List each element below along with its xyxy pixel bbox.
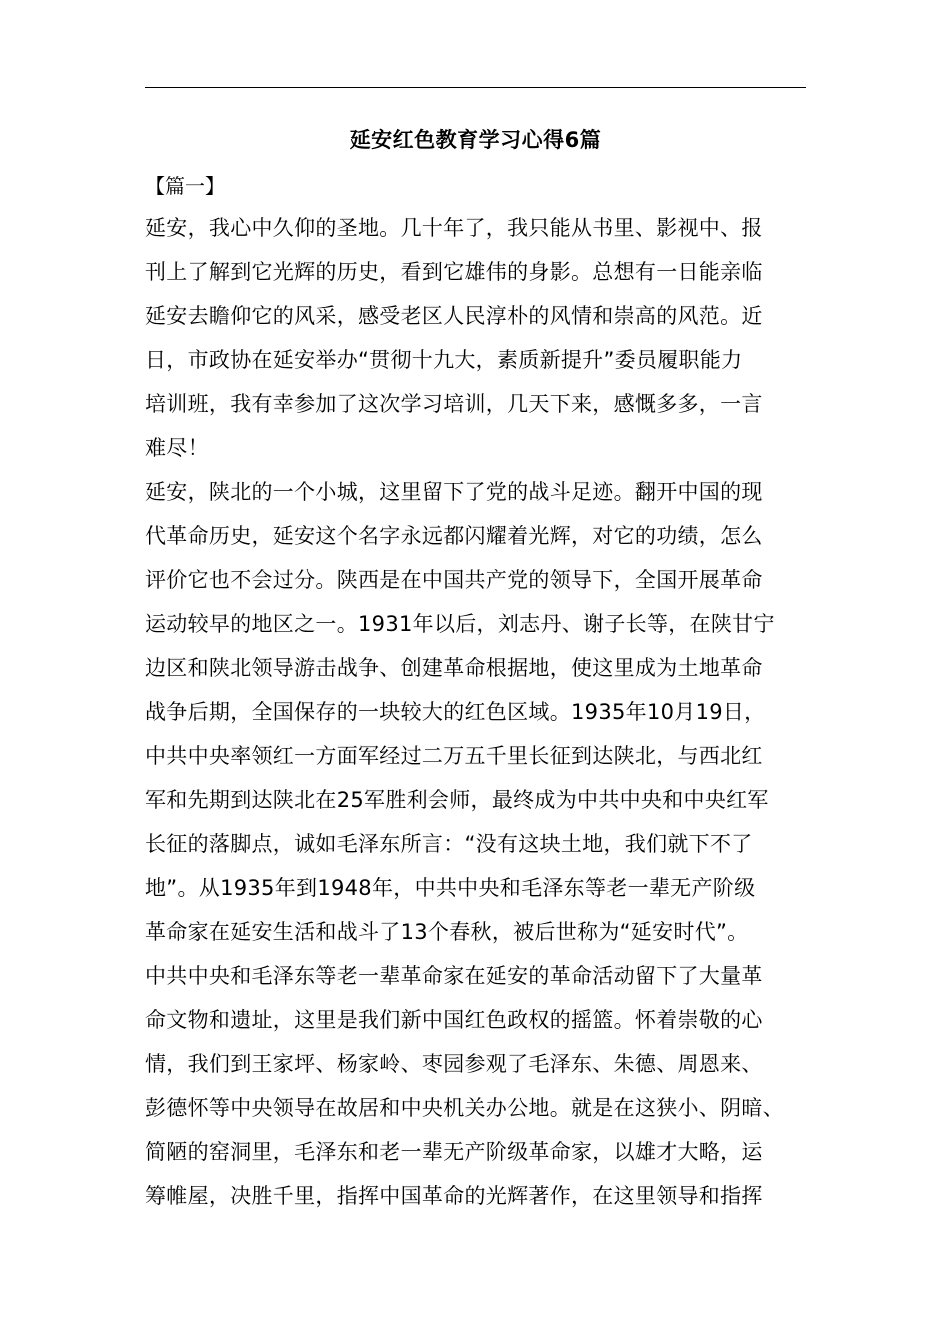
header-rule bbox=[145, 87, 806, 88]
text-line: 延安，我心中久仰的圣地。几十年了，我只能从书里、影视中、报 bbox=[145, 216, 763, 240]
text-line: 地”。从1935年到1948年，中共中央和毛泽东等老一辈无产阶级 bbox=[145, 876, 756, 900]
text-line: 命文物和遗址，这里是我们新中国红色政权的摇篮。怀着崇敬的心 bbox=[145, 1008, 763, 1032]
text-line: 培训班，我有幸参加了这次学习培训，几天下来，感慨多多，一言 bbox=[145, 392, 763, 416]
text-line: 延安，陕北的一个小城，这里留下了党的战斗足迹。翻开中国的现 bbox=[145, 480, 763, 504]
text-line: 筹帷屋，决胜千里，指挥中国革命的光辉著作，在这里领导和指挥 bbox=[145, 1184, 763, 1208]
text-line: 情，我们到王家坪、杨家岭、枣园参观了毛泽东、朱德、周恩来、 bbox=[145, 1052, 763, 1076]
text-line: 运动较早的地区之一。1931年以后，刘志丹、谢子长等，在陕甘宁 bbox=[145, 612, 775, 636]
text-line: 中共中央和毛泽东等老一辈革命家在延安的革命活动留下了大量革 bbox=[145, 964, 763, 988]
text-line: 刊上了解到它光辉的历史，看到它雄伟的身影。总想有一日能亲临 bbox=[145, 260, 763, 284]
text-line: 延安去瞻仰它的风采，感受老区人民淳朴的风情和崇高的风范。近 bbox=[145, 304, 763, 328]
text-line: 军和先期到达陕北在25军胜利会师，最终成为中共中央和中央红军 bbox=[145, 788, 769, 812]
text-line: 边区和陕北领导游击战争、创建革命根据地，使这里成为土地革命 bbox=[145, 656, 763, 680]
text-line: 代革命历史，延安这个名字永远都闪耀着光辉，对它的功绩，怎么 bbox=[145, 524, 763, 548]
text-line: 难尽！ bbox=[145, 436, 209, 460]
section-label: 【篇一】 bbox=[145, 174, 225, 198]
text-line: 彭德怀等中央领导在故居和中央机关办公地。就是在这狭小、阴暗、 bbox=[145, 1096, 784, 1120]
text-line: 简陋的窑洞里，毛泽东和老一辈无产阶级革命家，以雄才大略，运 bbox=[145, 1140, 763, 1164]
text-line: 日，市政协在延安举办“贯彻十九大，素质新提升”委员履职能力 bbox=[145, 348, 743, 372]
text-line: 革命家在延安生活和战斗了13个春秋，被后世称为“延安时代”。 bbox=[145, 920, 749, 944]
text-line: 评价它也不会过分。陕西是在中国共产党的领导下，全国开展革命 bbox=[145, 568, 763, 592]
body-text bbox=[145, 208, 806, 1220]
text-line: 长征的落脚点，诚如毛泽东所言：“没有这块土地，我们就下不了 bbox=[145, 832, 753, 856]
text-line: 中共中央率领红一方面军经过二万五千里长征到达陕北，与西北红 bbox=[145, 744, 763, 768]
document-title: 延安红色教育学习心得6篇 bbox=[349, 128, 602, 152]
text-line: 战争后期，全国保存的一块较大的红色区域。1935年10月19日， bbox=[145, 700, 766, 724]
